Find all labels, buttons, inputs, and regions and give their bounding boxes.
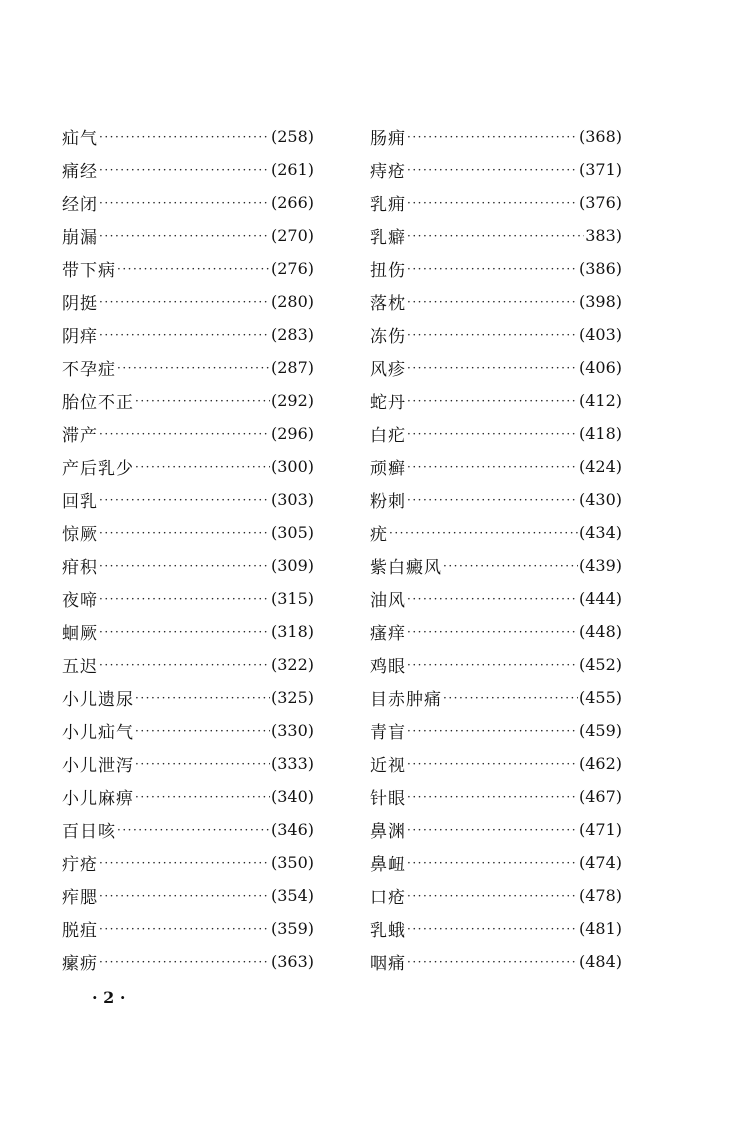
toc-entry-title: 经闭 [62, 195, 98, 215]
toc-entry-page: 383) [585, 226, 622, 245]
dot-leader [407, 493, 578, 507]
dot-leader [407, 361, 578, 375]
dot-leader [135, 790, 270, 804]
toc-entry-title: 落枕 [370, 294, 406, 314]
toc-entry [370, 219, 622, 252]
toc-entry-title: 崩漏 [62, 228, 98, 248]
toc-entry-title: 产后乳少 [62, 459, 134, 479]
dot-leader [99, 493, 270, 507]
dot-leader [443, 559, 578, 573]
toc-entry-page: (283) [270, 325, 314, 344]
toc-entry-title: 疳积 [62, 558, 98, 578]
toc-entry [370, 120, 622, 153]
toc-entry-page: (322) [270, 655, 314, 674]
toc-entry-page: (258) [270, 127, 314, 146]
page-number: · 2 · [92, 988, 126, 1007]
toc-entry-page: (346) [270, 820, 314, 839]
toc-entry-title: 带下病 [62, 261, 116, 281]
toc-entry-page: (471) [578, 820, 622, 839]
toc-entry-title: 小儿疝气 [62, 723, 134, 743]
toc-entry [62, 318, 314, 351]
toc-entry-title: 乳痈 [370, 195, 406, 215]
toc-entry [62, 483, 314, 516]
toc-entry [370, 153, 622, 186]
toc-entry-page: (434) [578, 523, 622, 542]
toc-entry-title: 脱疽 [62, 921, 98, 941]
toc-entry-page: (462) [578, 754, 622, 773]
toc-entry-page: (478) [578, 886, 622, 905]
toc-entry [370, 417, 622, 450]
toc-entry [370, 285, 622, 318]
toc-entry-title: 白疕 [370, 426, 406, 446]
toc-column-left [62, 120, 314, 978]
toc-entry [62, 351, 314, 384]
toc-entry [62, 780, 314, 813]
toc-entry-page: (261) [270, 160, 314, 179]
toc-entry-title: 粉刺 [370, 492, 406, 512]
dot-leader [99, 328, 270, 342]
toc-entry-page: (350) [270, 853, 314, 872]
toc-entry [62, 879, 314, 912]
toc-entry-page: (439) [578, 556, 622, 575]
toc-entry-title: 夜啼 [62, 591, 98, 611]
toc-entry-title: 风疹 [370, 360, 406, 380]
toc-entry-title: 近视 [370, 756, 406, 776]
toc-entry-title: 疝气 [62, 129, 98, 149]
toc-entry-page: (418) [578, 424, 622, 443]
toc-entry-page: (481) [578, 919, 622, 938]
toc-entry [62, 681, 314, 714]
dot-leader [407, 163, 578, 177]
dot-leader [407, 427, 578, 441]
toc-entry [62, 516, 314, 549]
dot-leader [407, 856, 578, 870]
dot-leader [99, 922, 270, 936]
toc-entry-title: 针眼 [370, 789, 406, 809]
toc-entry-page: (303) [270, 490, 314, 509]
toc-entry [62, 615, 314, 648]
toc-entry-title: 小儿麻痹 [62, 789, 134, 809]
toc-entry [62, 450, 314, 483]
toc-entry-title: 口疮 [370, 888, 406, 908]
dot-leader [407, 295, 578, 309]
toc-entry [62, 846, 314, 879]
toc-entry [62, 648, 314, 681]
toc-entry [62, 912, 314, 945]
toc-entry [370, 846, 622, 879]
dot-leader [99, 295, 270, 309]
toc-entry-title: 不孕症 [62, 360, 116, 380]
toc-entry-page: (430) [578, 490, 622, 509]
toc-entry [370, 879, 622, 912]
toc-entry [370, 945, 622, 978]
dot-leader [407, 460, 578, 474]
toc-entry-page: (280) [270, 292, 314, 311]
toc-entry-page: (325) [270, 688, 314, 707]
toc-entry-page: (287) [270, 358, 314, 377]
toc-entry-title: 蛇丹 [370, 393, 406, 413]
toc-entry [62, 417, 314, 450]
toc-entry [370, 549, 622, 582]
dot-leader [99, 856, 270, 870]
dot-leader [407, 592, 578, 606]
toc-entry [370, 384, 622, 417]
toc-entry-page: (270) [270, 226, 314, 245]
toc-entry-page: (412) [578, 391, 622, 410]
dot-leader [99, 163, 270, 177]
toc-entry [370, 318, 622, 351]
toc-entry-title: 五迟 [62, 657, 98, 677]
toc-entry-title: 痛经 [62, 162, 98, 182]
toc-entry-page: (330) [270, 721, 314, 740]
toc-entry-title: 疔疮 [62, 855, 98, 875]
toc-entry-page: (368) [578, 127, 622, 146]
toc-entry [370, 186, 622, 219]
dot-leader [135, 460, 270, 474]
toc-entry-title: 乳蛾 [370, 921, 406, 941]
toc-entry-page: (484) [578, 952, 622, 971]
toc-entry [370, 615, 622, 648]
toc-entry-title: 小儿泄泻 [62, 756, 134, 776]
toc-entry-page: (340) [270, 787, 314, 806]
toc-entry-title: 回乳 [62, 492, 98, 512]
dot-leader [99, 196, 270, 210]
toc-entry-page: (359) [270, 919, 314, 938]
toc-entry-title: 油风 [370, 591, 406, 611]
toc-entry-page: (315) [270, 589, 314, 608]
toc-entry-title: 顽癣 [370, 459, 406, 479]
dot-leader [135, 724, 270, 738]
toc-entry [370, 813, 622, 846]
dot-leader [99, 889, 270, 903]
dot-leader [407, 196, 578, 210]
toc-entry-title: 扭伤 [370, 261, 406, 281]
dot-leader [443, 691, 578, 705]
toc-entry-page: (309) [270, 556, 314, 575]
dot-leader [99, 625, 270, 639]
toc-entry [62, 186, 314, 219]
dot-leader [99, 526, 270, 540]
toc-entry [62, 813, 314, 846]
toc-entry-title: 小儿遗尿 [62, 690, 134, 710]
toc-entry [370, 252, 622, 285]
toc-entry-page: (376) [578, 193, 622, 212]
toc-entry-title: 滞产 [62, 426, 98, 446]
toc-entry-title: 青盲 [370, 723, 406, 743]
toc-entry [370, 912, 622, 945]
toc-entry-title: 鼻衄 [370, 855, 406, 875]
toc-entry [62, 582, 314, 615]
dot-leader [99, 130, 270, 144]
toc-entry [62, 219, 314, 252]
dot-leader [99, 955, 270, 969]
toc-entry-title: 胎位不正 [62, 393, 134, 413]
dot-leader [407, 262, 578, 276]
toc-entry-page: (444) [578, 589, 622, 608]
toc-entry-page: (363) [270, 952, 314, 971]
toc-entry-title: 百日咳 [62, 822, 116, 842]
toc-entry-title: 肠痈 [370, 129, 406, 149]
toc-entry [370, 483, 622, 516]
toc-entry-title: 鼻渊 [370, 822, 406, 842]
toc-entry-page: (455) [578, 688, 622, 707]
dot-leader [99, 427, 270, 441]
toc-entry-title: 瘰疬 [62, 954, 98, 974]
toc-entry-page: (403) [578, 325, 622, 344]
toc-entry [62, 945, 314, 978]
toc-entry-page: (292) [270, 391, 314, 410]
dot-leader [135, 394, 270, 408]
toc-entry-title: 蛔厥 [62, 624, 98, 644]
toc-entry-page: (406) [578, 358, 622, 377]
toc-entry-page: (467) [578, 787, 622, 806]
dot-leader [407, 328, 578, 342]
toc-entry [370, 747, 622, 780]
toc-entry-title: 冻伤 [370, 327, 406, 347]
toc-entry-page: (333) [270, 754, 314, 773]
dot-leader [407, 757, 578, 771]
toc-entry [370, 351, 622, 384]
dot-leader [389, 526, 578, 540]
dot-leader [135, 757, 270, 771]
toc-entry-page: (318) [270, 622, 314, 641]
toc-entry-title: 疣 [370, 525, 388, 545]
toc-entry [370, 681, 622, 714]
toc-entry-title: 目赤肿痛 [370, 690, 442, 710]
dot-leader [407, 922, 578, 936]
toc-entry-title: 鸡眼 [370, 657, 406, 677]
dot-leader [135, 691, 270, 705]
toc-entry [62, 252, 314, 285]
toc-entry [62, 120, 314, 153]
toc-entry [62, 747, 314, 780]
dot-leader [407, 790, 578, 804]
dot-leader [117, 262, 270, 276]
toc-entry [62, 714, 314, 747]
dot-leader [407, 658, 578, 672]
toc-entry [370, 516, 622, 549]
toc-entry [370, 780, 622, 813]
toc-entry [62, 549, 314, 582]
toc-column-right [370, 120, 622, 978]
toc-entry [370, 648, 622, 681]
dot-leader [407, 724, 578, 738]
dot-leader [99, 559, 270, 573]
toc-entry [370, 714, 622, 747]
toc-entry [62, 153, 314, 186]
toc-entry-page: (276) [270, 259, 314, 278]
toc-entry-title: 阴痒 [62, 327, 98, 347]
toc-entry-page: (459) [578, 721, 622, 740]
dot-leader [407, 955, 578, 969]
toc-entry-page: (448) [578, 622, 622, 641]
toc-entry-title: 惊厥 [62, 525, 98, 545]
toc-entry [370, 450, 622, 483]
toc-entry-page: (354) [270, 886, 314, 905]
toc-entry-page: (296) [270, 424, 314, 443]
dot-leader [407, 889, 578, 903]
dot-leader [407, 625, 578, 639]
dot-leader [407, 823, 578, 837]
toc-entry-page: (371) [578, 160, 622, 179]
toc-entry-page: (452) [578, 655, 622, 674]
dot-leader [117, 361, 270, 375]
toc-entry-title: 阴挺 [62, 294, 98, 314]
toc-entry-page: (266) [270, 193, 314, 212]
toc-entry [62, 285, 314, 318]
toc-entry [62, 384, 314, 417]
toc-entry-title: 痄腮 [62, 888, 98, 908]
toc-entry-title: 痔疮 [370, 162, 406, 182]
dot-leader [99, 229, 270, 243]
toc-entry-title: 瘙痒 [370, 624, 406, 644]
toc-entry-page: (424) [578, 457, 622, 476]
toc-entry-page: (300) [270, 457, 314, 476]
toc-entry [370, 582, 622, 615]
toc-entry-page: (398) [578, 292, 622, 311]
toc-entry-page: (305) [270, 523, 314, 542]
toc-entry-page: (474) [578, 853, 622, 872]
dot-leader [99, 592, 270, 606]
toc-entry-title: 紫白癜风 [370, 558, 442, 578]
dot-leader [407, 229, 584, 243]
toc-entry-title: 咽痛 [370, 954, 406, 974]
dot-leader [407, 130, 578, 144]
toc-entry-title: 乳癖 [370, 228, 406, 248]
dot-leader [407, 394, 578, 408]
dot-leader [117, 823, 270, 837]
toc-entry-page: (386) [578, 259, 622, 278]
dot-leader [99, 658, 270, 672]
